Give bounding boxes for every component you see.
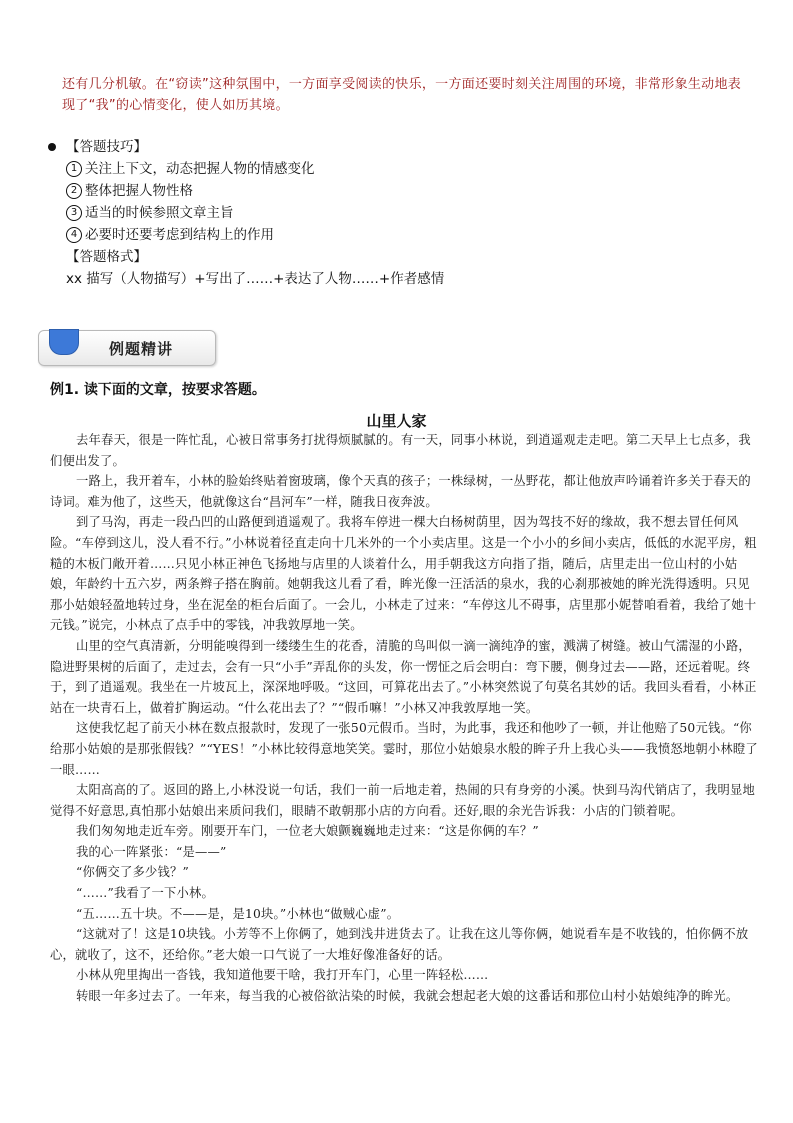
story-paragraph: 这使我忆起了前天小林在数点报款时，发现了一张50元假币。当时，为此事，我还和他吵了一顿，并让他赔了50元钱。“你给那小姑娘的是那张假钱？”“YES！”小林比较得意地笑笑。霎时，那位小姑娘泉水般的眸子升上我心头——我愤怒地朝小林瞪了一眼…… [50,721,758,777]
bullet-icon [48,143,56,151]
tip-text: 必要时还要考虑到结构上的作用 [85,227,274,243]
story-paragraph: 小林从兜里掏出一沓钱，我知道他要干啥，我打开车门，心里一阵轻松…… [76,968,489,983]
story-paragraph: 去年春天，很是一阵忙乱，心被日常事务打扰得烦腻腻的。有一天，同事小林说，到逍遥观走走吧。第二天早上七点多，我们便出发了。 [50,433,751,468]
format-text: xx 描写（人物描写）+写出了……+表达了人物……+作者感情 [66,271,445,287]
story-paragraph: “你俩交了多少钱？” [76,865,189,880]
story-paragraph: 到了马沟，再走一段凸凹的山路便到逍遥观了。我将车停进一棵大白杨树荫里，因为驾技不好的缘故，我不想去冒任何风险。“车停到这儿，没人看不行。”小林说着径直走向十几米外的一个小卖店里。这是一个小小的乡间小卖店，低低的水泥平房，粗糙的木板门敞开着……只见小林正神色飞扬地与店里的人谈着什么，用手朝我这方向指了指，随后，店里走出一位山村的小姑娘，年龄约十五六岁，两条辫子搭在胸前。她朝我这儿看了看，眸光像一汪活活的泉水，我的心刹那被她的眸光洗得透明。只见那小姑娘轻盈地转过身，坐在泥垒的柜台后面了。一会儿，小林走了过来：“车停这儿不碍事，店里那小妮替咱看着，我给了她十元钱。”说完，小林点了点手中的零钱，冲我敦厚地一笑。 [50,515,757,633]
tip-text: 整体把握人物性格 [85,183,193,199]
format-heading: 【答题格式】 [66,249,147,265]
intro-paragraph: 还有几分机敏。在“窃读”这种氛围中，一方面享受阅读的快乐，一方面还要时刻关注周围的环境，非常形象生动地表现了“我”的心情变化，使人如历其境。 [62,77,742,113]
tip-text: 关注上下文，动态把握人物的情感变化 [85,161,315,177]
banner-label: 例题精讲 [109,340,174,358]
banner-tab-icon [49,329,79,355]
circled-number: 3 [66,205,82,221]
circled-number: 1 [66,161,82,177]
tip-item [44,158,744,180]
story-body [50,430,758,1007]
story-paragraph: “五……五十块。不——是，是10块。”小林也“做贼心虚”。 [76,906,400,921]
tips-heading: 【答题技巧】 [66,139,147,155]
story-paragraph: 山里的空气真清新，分明能嗅得到一缕缕生生的花香，清脆的鸟叫似一滴一滴纯净的蜜，溅满了树缝。被山气濡湿的小路，隐进野果树的后面了，走过去，会有一只“小手”弄乱你的头发，你一愣怔之后会明白：弯下腰，侧身过去——路，还远着呢。终于，到了逍遥观。我坐在一片坡瓦上，深深地呼吸。“这回，可算花出去了。”小林突然说了句莫名其妙的话。我回头看看，小林正站在一块青石上，做着扩胸运动。“什么花出去了？”“假币嘛！”小林又冲我敦厚地一笑。 [50,638,757,715]
story-paragraph: 一路上，我开着车，小林的脸始终贴着窗玻璃，像个天真的孩子；一株绿树，一丛野花，都让他放声吟诵着许多关于春天的诗词。难为他了，这些天，他就像这台“昌河车”一样，随我日夜奔波。 [50,474,751,509]
tip-text: 适当的时候参照文章主旨 [85,205,234,221]
tip-item [44,224,744,246]
question-heading: 例1. 读下面的文章，按要求答题。 [50,382,266,398]
story-paragraph: 我们匆匆地走近车旁。刚要开车门，一位老大娘颤巍巍地走过来：“这是你俩的车？” [76,824,539,839]
story-paragraph: 转眼一年多过去了。一年来，每当我的心被俗欲沾染的时候，我就会想起老大娘的这番话和那位山村小姑娘纯净的眸光。 [76,989,739,1004]
section-banner [38,330,216,366]
tip-item [44,180,744,202]
story-paragraph: 我的心一阵紧张：“是——” [76,844,227,859]
story-paragraph: 太阳高高的了。返回的路上,小林没说一句话，我们一前一后地走着，热闹的只有身旁的小溪。快到马沟代销店了，我明显地觉得不好意思,真怕那小姑娘出来质问我们，眼睛不敢朝那小店的方向看。还好,眼的余光告诉我：小店的门锁着呢。 [50,783,755,818]
story-paragraph: “……”我看了一下小林。 [76,886,214,901]
format-heading-row [44,246,744,268]
answer-tips-section [44,136,744,290]
story-title: 山里人家 [366,412,427,430]
story-paragraph: “这就对了！这是10块钱。小芳等不上你俩了，她到浅井进货去了。让我在这儿等你俩，她说看车是不收钱的，怕你俩不放心，就收了，这不，还给你。”老大娘一口气说了一大堆好像准备好的话。 [50,927,749,962]
circled-number: 2 [66,183,82,199]
tip-item [44,202,744,224]
tips-heading-row [44,136,744,158]
circled-number: 4 [66,227,82,243]
format-text-row [44,268,744,290]
